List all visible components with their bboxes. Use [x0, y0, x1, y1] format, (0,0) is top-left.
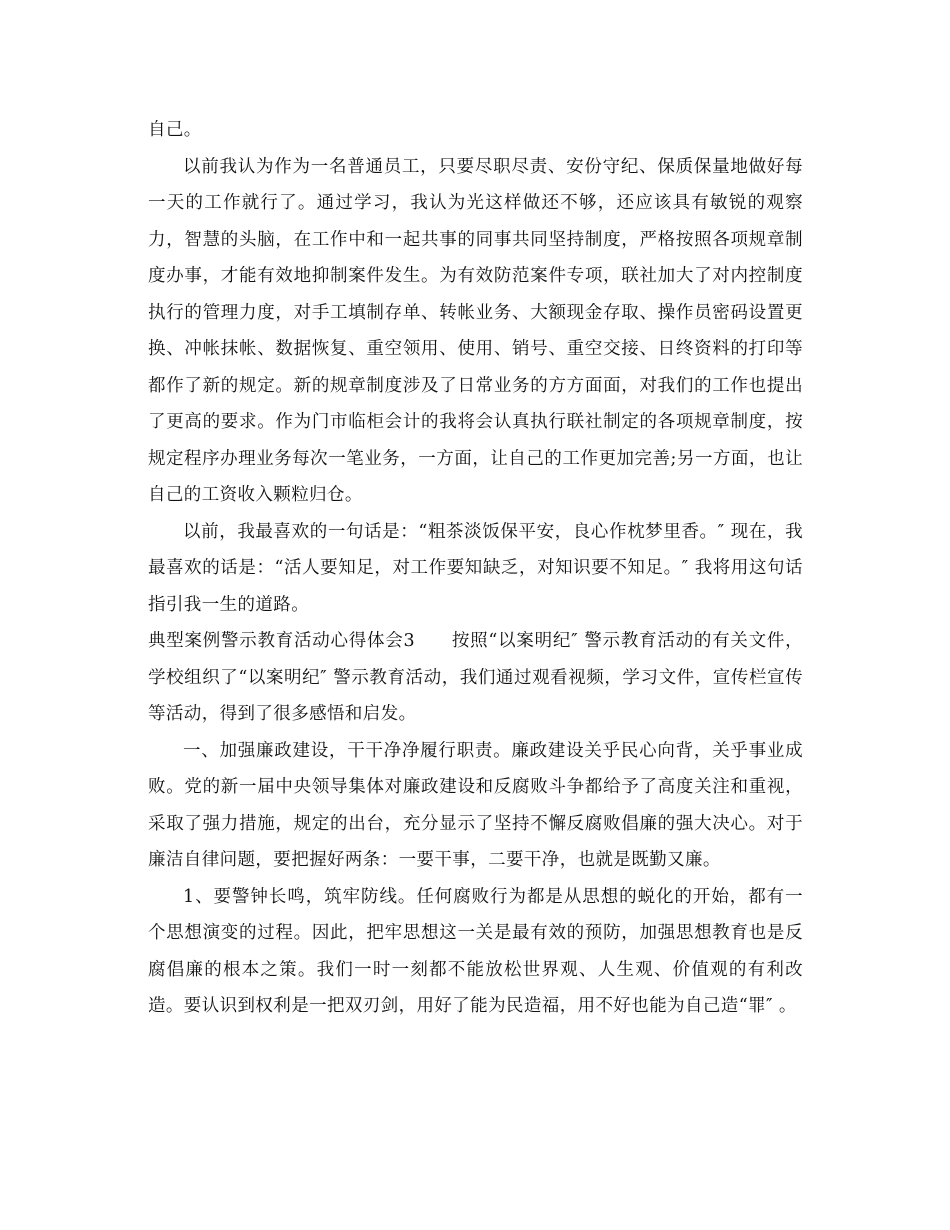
paragraph-4-section-heading: 典型案例警示教育活动心得体会3 按照“以案明纪″ 警示教育活动的有关文件，学校组织了“以案明纪″ 警示教育活动，我们通过观看视频，学习文件，宣传栏宣传等活动，得到了很多感悟和启发。: [148, 631, 803, 724]
paragraph-2: 以前我认为作为一名普通员工，只要尽职尽责、安份守纪、保质保量地做好每一天的工作就行了。通过学习，我认为光这样做还不够，还应该具有敏锐的观察力，智慧的头脑，在工作中和一起共事的同事共同坚持制度，严格按照各项规章制度办事，才能有效地抑制案件发生。为有效防范案件专项，联社加大了对内控制度执行的管理力度，对手工填制存单、转帐业务、大额现金存取、操作员密码设置更换、冲帐抹帐、数据恢复、重空领用、使用、销号、重空交接、日终资料的打印等都作了新的规定。新的规章制度涉及了日常业务的方方面面，对我们的工作也提出了更高的要求。作为门市临柜会计的我将会认真执行联社制定的各项规章制度，按规定程序办理业务每次一笔业务，一方面，让自己的工作更加完善;另一方面，也让自己的工资收入颗粒归仓。: [148, 156, 803, 505]
paragraph-3: 以前，我最喜欢的一句话是：“粗茶淡饭保平安，良心作枕梦里香。″ 现在，我最喜欢的话是：“活人要知足，对工作要知缺乏，对知识要不知足。″ 我将用这句话指引我一生的道路。: [148, 521, 803, 615]
paragraph-5: 一、加强廉政建设，干干净净履行职责。廉政建设关乎民心向背，关乎事业成败。党的新一届中央领导集体对廉政建设和反腐败斗争都给予了高度关注和重视，采取了强力措施，规定的出台，充分显示了坚持不懈反腐败倡廉的强大决心。对于廉洁自律问题，要把握好两条：一要干事，二要干净，也就是既勤又廉。: [148, 740, 803, 870]
paragraph-6: 1、要警钟长鸣，筑牢防线。任何腐败行为都是从思想的蜕化的开始，都有一个思想演变的过程。因此，把牢思想这一关是最有效的预防，加强思想教育也是反腐倡廉的根本之策。我们一时一刻都不能放松世界观、人生观、价值观的有利改造。要认识到权利是一把双刃剑，用好了能为民造福，用不好也能为自己造“罪″ 。: [148, 886, 803, 1016]
document-body: [148, 112, 803, 1025]
paragraph-1: 自己。: [148, 120, 202, 140]
